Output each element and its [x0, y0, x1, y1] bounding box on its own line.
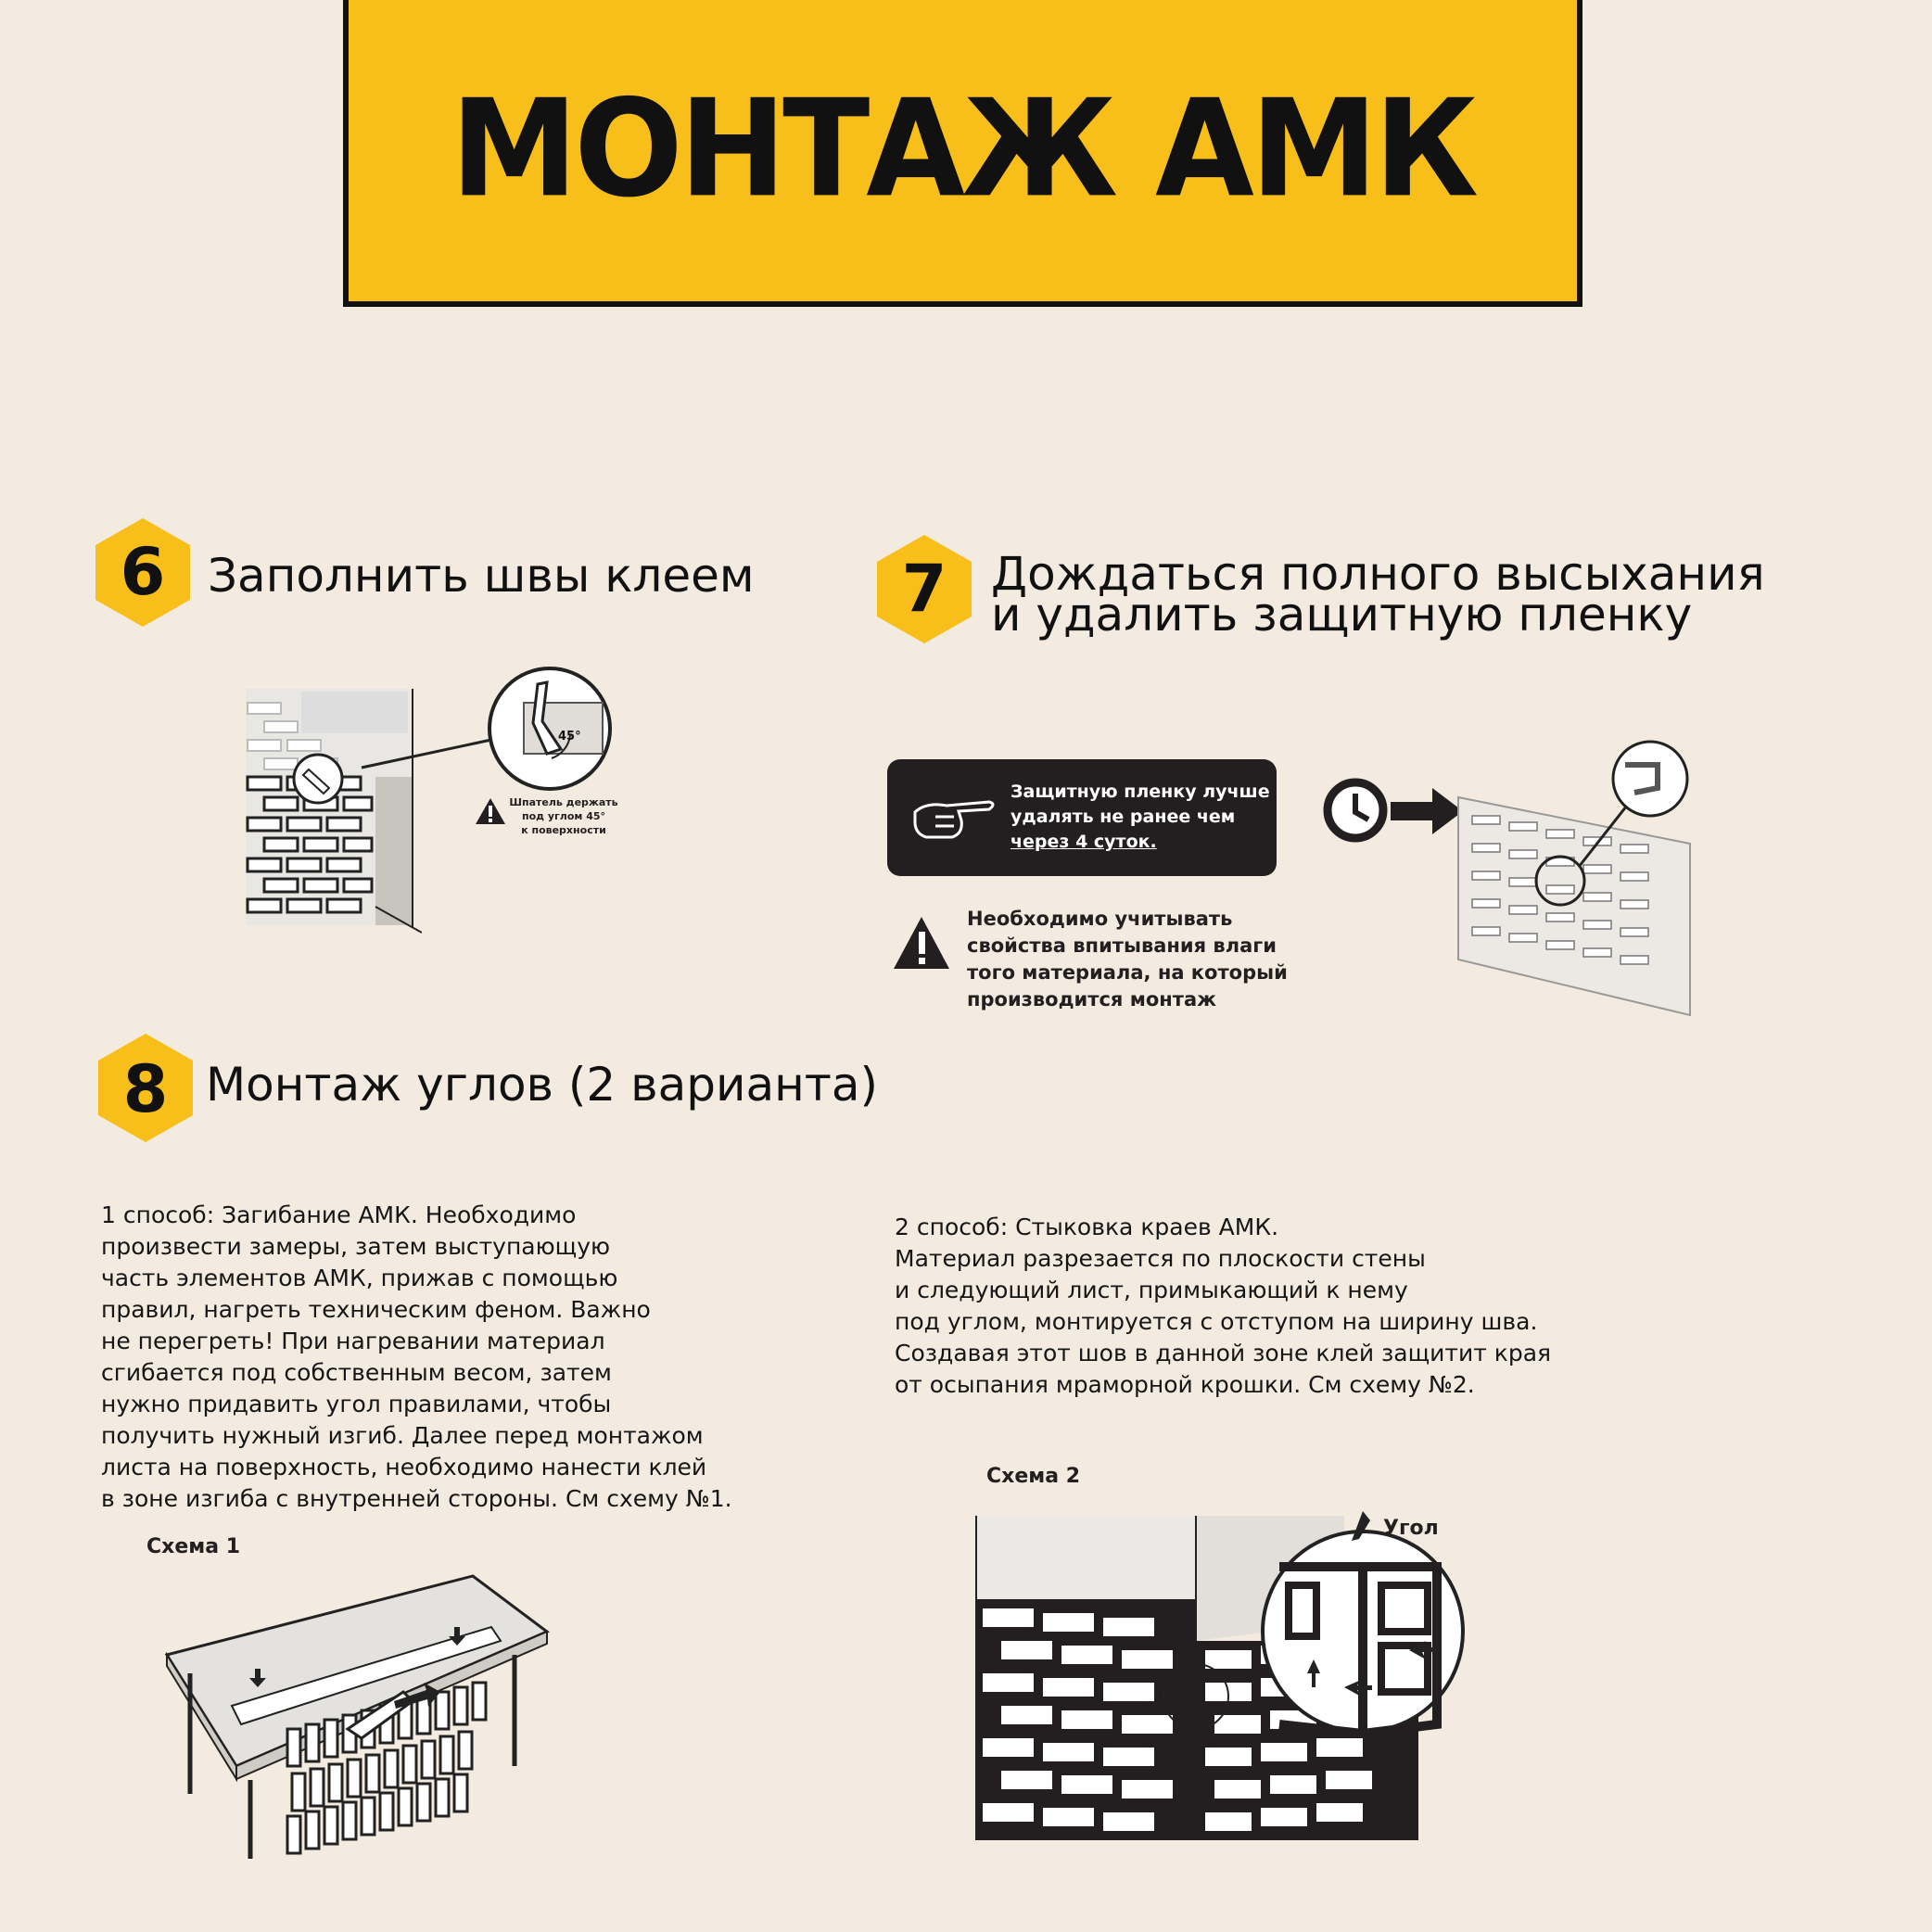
- warning-icon: [892, 915, 951, 971]
- step-7-number: 7: [901, 551, 947, 627]
- step-6-zoom-callout: [352, 666, 621, 791]
- title-banner: [343, 0, 1582, 307]
- corner-label: Угол: [1383, 1517, 1439, 1540]
- step-6-title: Заполнить швы клеем: [208, 549, 755, 603]
- schema-1-illustration: [162, 1571, 552, 1873]
- clock-icon: [1322, 777, 1389, 844]
- method-2-text: 2 способ: Стыковка краев АМК. Материал разрезается по плоскости стены и следующий лист, примыкающий к нему под углом, монтируется с отступом на ширину шва. Создавая этот шов в данной зоне клей защитит края от осыпания мраморной крошки. См схему №2.: [895, 1214, 1552, 1398]
- schema-2-illustration: [973, 1511, 1465, 1840]
- step-8-title: Монтаж углов (2 варианта): [206, 1058, 879, 1112]
- step-7-note-box: [887, 759, 1277, 876]
- page-title: МОНТАЖ АМК: [451, 70, 1475, 228]
- step-6-number: 6: [120, 534, 166, 610]
- warning-icon: [475, 797, 506, 825]
- step-7-note-text: Защитную пленку лучше удалять не ранее чем через 4 суток.: [1010, 782, 1270, 852]
- pointing-hand-icon: [908, 789, 1000, 846]
- step-7-title: Дождаться полного высыхания и удалить защитную пленку: [991, 547, 1765, 642]
- method-1-text: 1 способ: Загибание АМК. Необходимо произвести замеры, затем выступающую часть элементов АМК, прижав с помощью правил, нагреть техническим феном. Важно не перегреть! При нагревании материал сгибается под собственным весом, затем нужно придавить угол правилами, чтобы получить нужный изгиб. Далее перед монтажом листа на поверхность, необходимо нанести клей в зоне изгиба с внутренней стороны. См схему №1.: [101, 1201, 732, 1512]
- schema-1-label: Схема 1: [146, 1535, 241, 1558]
- step-6-warning-text: Шпатель держать под углом 45° к поверхности: [509, 796, 618, 836]
- step-8-number: 8: [122, 1051, 169, 1127]
- step-6-angle-label: 45°: [558, 730, 581, 744]
- step-7-warning-text: Необходимо учитывать свойства впитывания влаги того материала, на который производится монтаж: [967, 908, 1288, 1010]
- step-7-panel-illustration: [1454, 737, 1702, 1024]
- schema-2-label: Схема 2: [986, 1465, 1081, 1488]
